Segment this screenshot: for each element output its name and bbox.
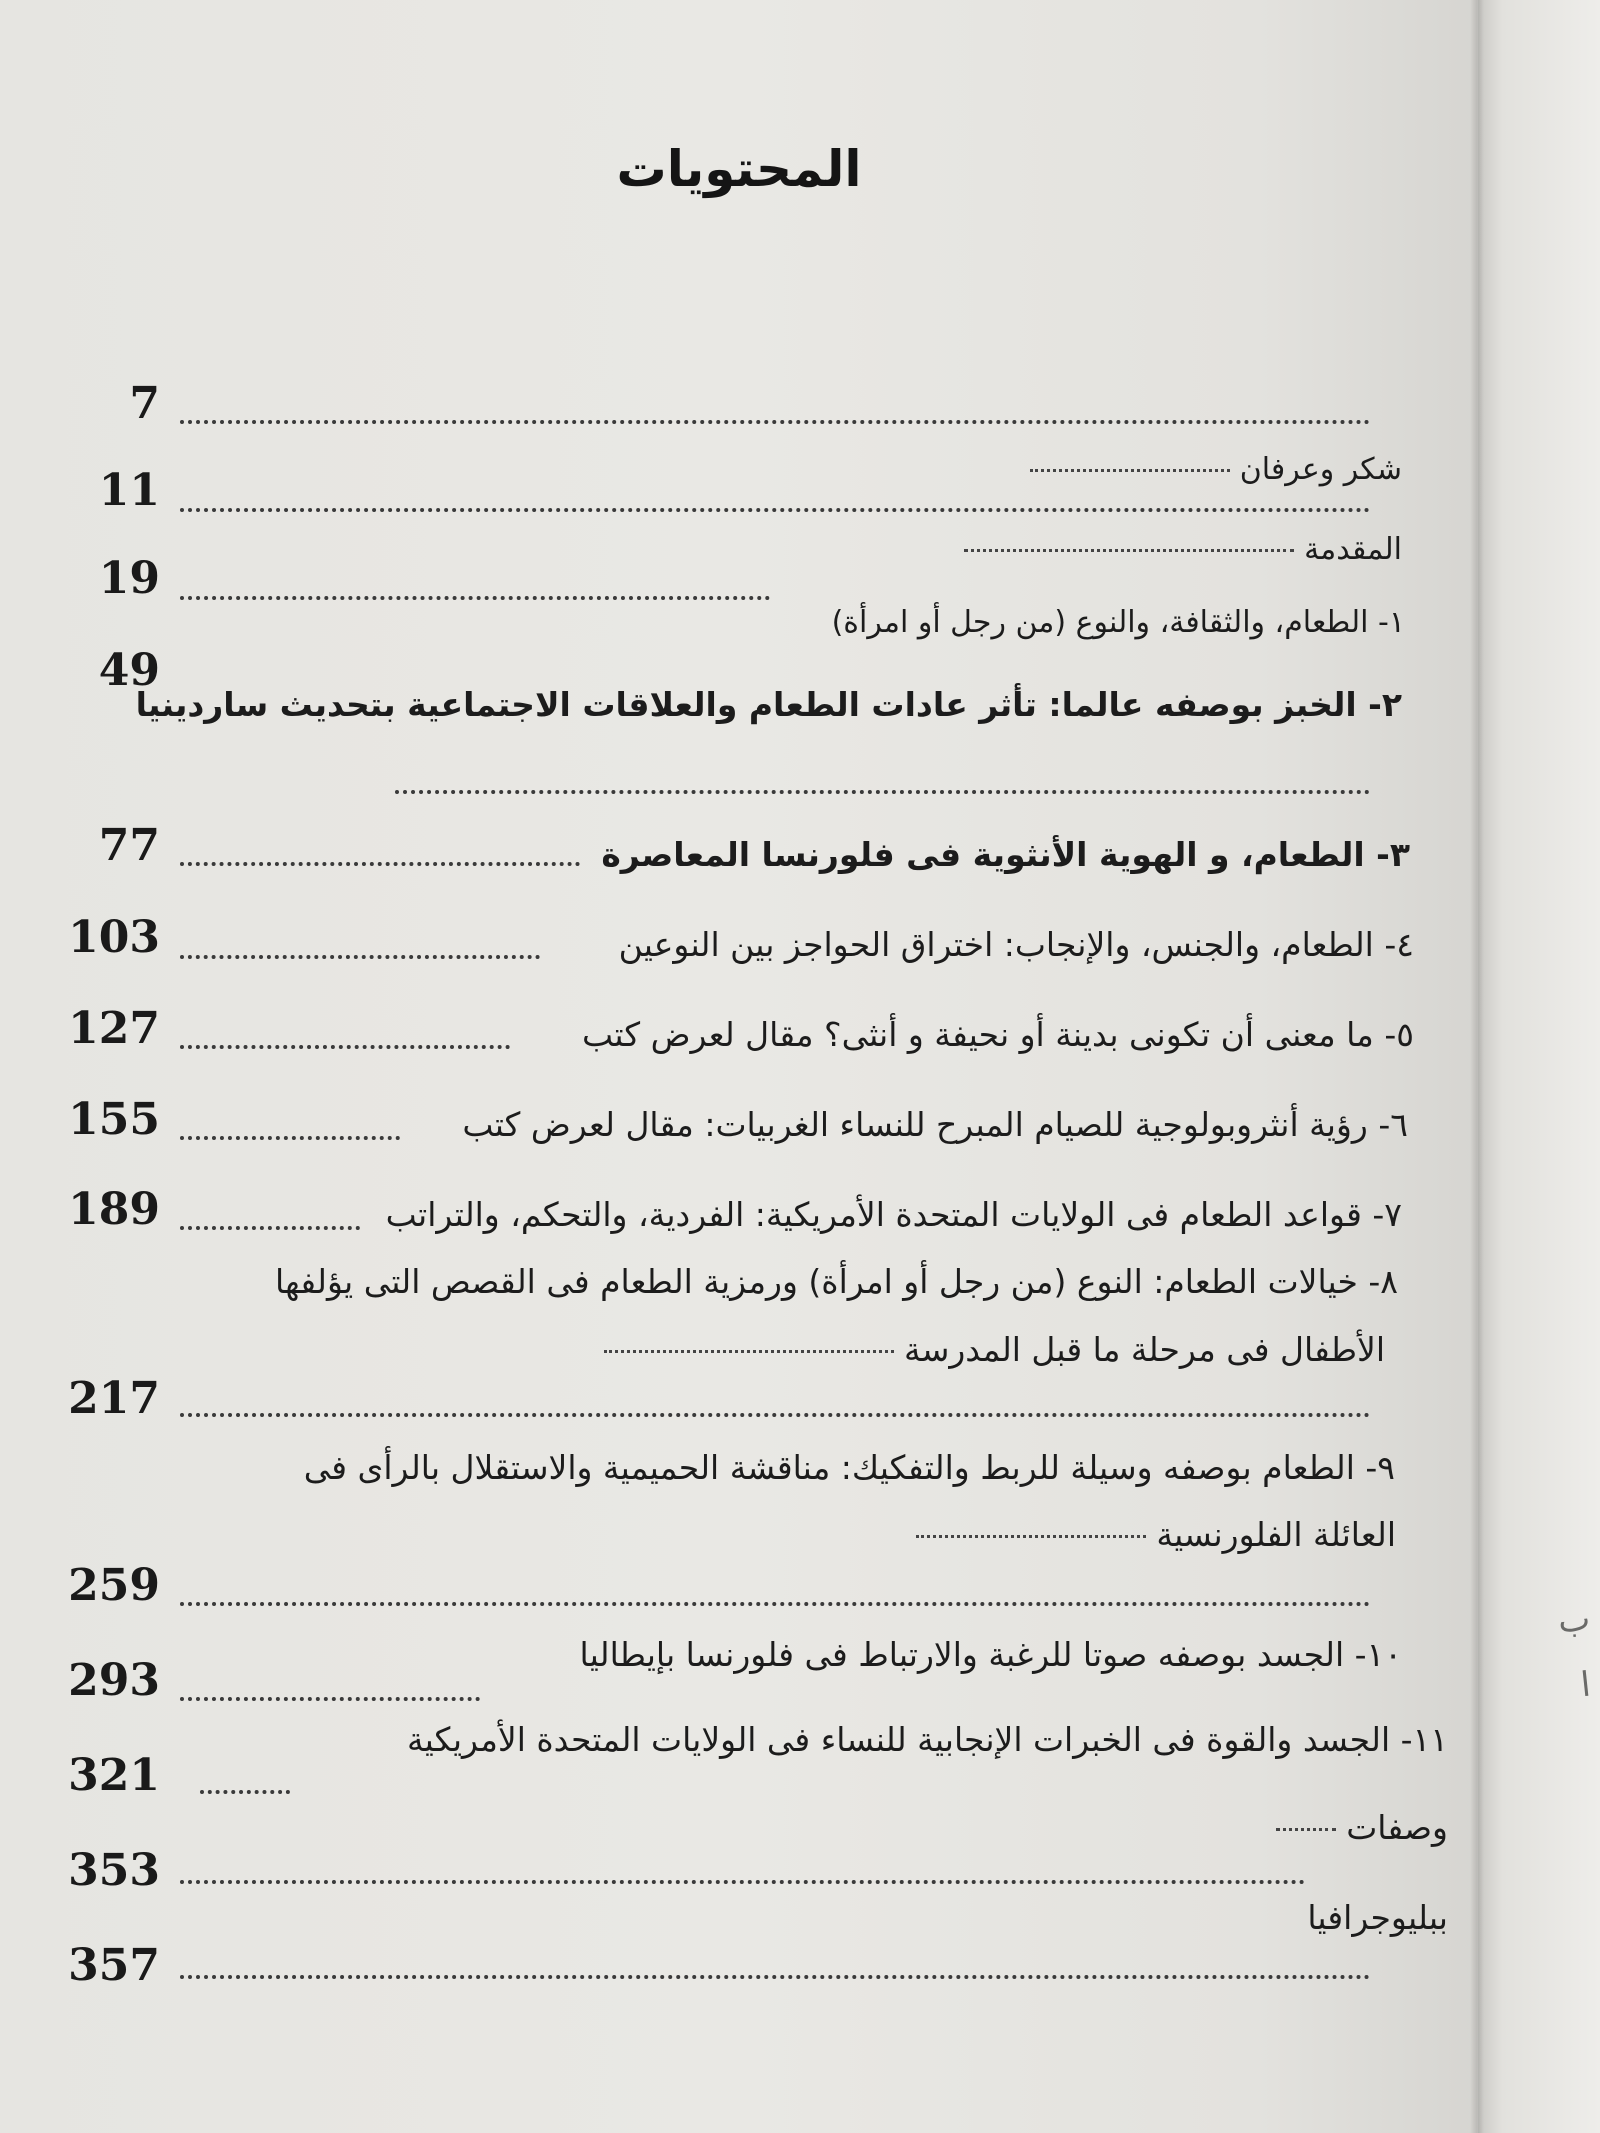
toc-entry — [1030, 452, 1402, 487]
leader-line — [180, 955, 540, 959]
toc-entry — [832, 605, 1405, 640]
page-number: 49 — [98, 645, 160, 696]
leader-line — [180, 1602, 1370, 1606]
page-number: 127 — [68, 1003, 160, 1054]
leader-line — [180, 1975, 1370, 1979]
entry-title: ٤- الطعام، والجنس، والإنجاب: اختراق الحواجز بين النوعين — [618, 925, 1414, 964]
leader-line — [200, 1790, 290, 1794]
toc-entry — [1276, 1808, 1448, 1847]
toc-entry — [580, 1635, 1402, 1674]
toc-entry — [462, 1105, 1408, 1144]
page-number: 7 — [129, 378, 160, 429]
toc-entry — [1307, 1898, 1448, 1937]
page-gutter-shadow — [1470, 0, 1484, 2133]
entry-title: ٧- قواعد الطعام فى الولايات المتحدة الأمريكية: الفردية، والتحكم، والتراتب — [385, 1195, 1402, 1234]
leader-line — [180, 1045, 510, 1049]
page-number: 217 — [68, 1373, 160, 1424]
entry-title: ٩- الطعام بوصفه وسيلة للربط والتفكيك: مناقشة الحميمية والاستقلال بالرأى فى — [303, 1448, 1395, 1487]
leader-line — [180, 508, 1370, 512]
adjacent-page-edge — [1478, 0, 1600, 2133]
toc-entry — [386, 1195, 1402, 1234]
toc-entry — [582, 1015, 1414, 1054]
leader-line — [180, 596, 770, 600]
adjacent-page-bleed-text: ا — [1578, 1664, 1593, 1706]
toc-entry — [407, 1720, 1448, 1759]
leader-line — [1030, 469, 1230, 472]
toc-entry — [964, 532, 1402, 567]
toc-entry — [304, 1448, 1395, 1487]
leader-line — [180, 1880, 1305, 1884]
leader-line — [964, 549, 1294, 552]
entry-title: ببليوجرافيا — [1307, 1898, 1448, 1937]
entry-title: ١٠- الجسد بوصفه صوتا للرغبة والارتباط فى فلورنسا بإيطاليا — [579, 1635, 1402, 1674]
page-number: 293 — [68, 1655, 160, 1706]
entry-title: ٥- ما معنى أن تكونى بدينة أو نحيفة و أنثى؟ مقال لعرض كتب — [582, 1015, 1414, 1054]
leader-line — [180, 420, 1370, 424]
entry-title: شكر وعرفان — [1239, 452, 1402, 487]
leader-line — [180, 1413, 1370, 1417]
entry-title: ٦- رؤية أنثروبولوجية للصيام المبرح للنساء الغربيات: مقال لعرض كتب — [462, 1105, 1408, 1144]
page-number: 19 — [98, 553, 160, 604]
page-title: المحتويات — [616, 140, 862, 198]
page-number: 357 — [68, 1940, 160, 1991]
leader-line — [180, 1136, 400, 1140]
entry-title: ٨- خيالات الطعام: النوع (من رجل أو امرأة) ورمزية الطعام فى القصص التى يؤلفها — [274, 1262, 1398, 1301]
toc-entry-continuation — [916, 1515, 1396, 1554]
leader-line — [180, 862, 580, 866]
toc-entry — [275, 1262, 1398, 1301]
entry-title: وصفات — [1346, 1808, 1448, 1847]
page-number: 11 — [98, 465, 160, 516]
adjacent-page-bleed-text: ب — [1555, 1598, 1593, 1642]
page-number: 321 — [68, 1750, 160, 1801]
leader-line — [180, 1226, 360, 1230]
toc-entry — [601, 835, 1410, 874]
entry-title: ١- الطعام، والثقافة، والنوع (من رجل أو امرأة) — [831, 605, 1405, 640]
page-number: 189 — [68, 1184, 160, 1235]
entry-title: المقدمة — [1304, 532, 1402, 567]
page-number: 77 — [98, 820, 160, 871]
entry-title: ٣- الطعام، و الهوية الأنثوية فى فلورنسا المعاصرة — [601, 835, 1410, 874]
page-number: 155 — [68, 1094, 160, 1145]
entry-title: ٢- الخبز بوصفه عالما: تأثر عادات الطعام والعلاقات الاجتماعية بتحديث ساردينيا — [135, 685, 1402, 724]
leader-line — [916, 1535, 1146, 1538]
page-number: 103 — [68, 912, 160, 963]
toc-entry-continuation — [604, 1330, 1385, 1369]
toc-entry — [136, 685, 1402, 724]
page-number: 259 — [68, 1560, 160, 1611]
leader-line — [395, 790, 1370, 794]
entry-title: الأطفال فى مرحلة ما قبل المدرسة — [904, 1330, 1385, 1369]
toc-entry — [619, 925, 1414, 964]
entry-title: ١١- الجسد والقوة فى الخبرات الإنجابية للنساء فى الولايات المتحدة الأمريكية — [406, 1720, 1448, 1759]
leader-line — [604, 1350, 894, 1353]
leader-line — [180, 1697, 480, 1701]
entry-title: العائلة الفلورنسية — [1156, 1515, 1396, 1554]
page-number: 353 — [68, 1845, 160, 1896]
leader-line — [1276, 1828, 1336, 1831]
